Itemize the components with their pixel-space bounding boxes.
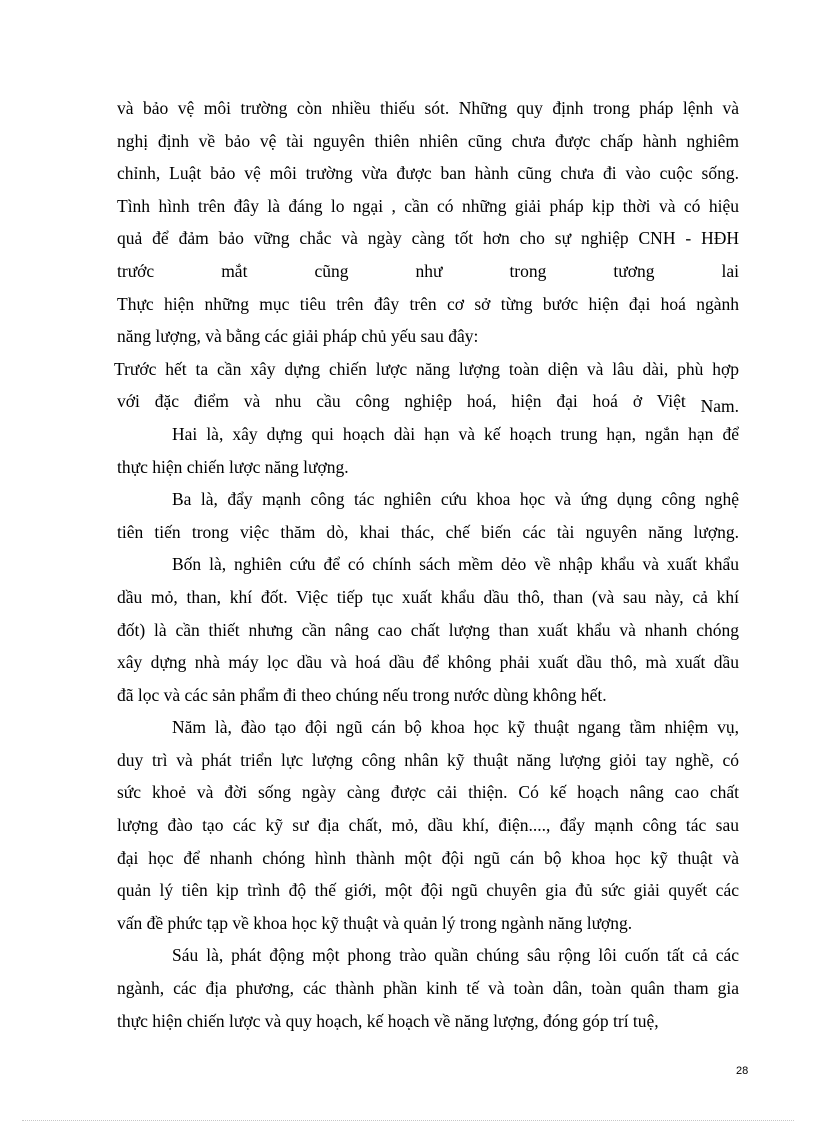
paragraph-start-line: Năm là, đào tạo đội ngũ cán bộ khoa học kỹ thuật ngang tầm nhiệm vụ, xyxy=(172,717,739,738)
text-line: quả để đảm bảo vững chắc và ngày càng tốt hơn cho sự nghiệp CNH - HĐH xyxy=(117,228,739,249)
text-line: dầu mỏ, than, khí đốt. Việc tiếp tục xuất khẩu dầu thô, than (và sau này, cả khí xyxy=(117,586,739,607)
text-line: thực hiện chiến lược năng lượng. xyxy=(117,456,349,477)
text-line: xây dựng nhà máy lọc dầu và hoá dầu để không phải xuất dầu thô, mà xuất dầu xyxy=(117,652,739,673)
text-line: đại học để nhanh chóng hình thành một đội ngũ cán bộ khoa học kỹ thuật và xyxy=(117,847,739,868)
text-line: Thực hiện những mục tiêu trên đây trên cơ sở từng bước hiện đại hoá ngành xyxy=(117,293,739,314)
body-text xyxy=(114,92,740,1037)
text-line: đã lọc và các sản phẩm đi theo chúng nếu trong nước dùng không hết. xyxy=(117,684,607,705)
page-bottom-divider xyxy=(22,1120,794,1121)
text-line: Trước hết ta cần xây dựng chiến lược năng lượng toàn diện và lâu dài, phù hợp xyxy=(114,358,739,379)
text-line: lượng đào tạo các kỹ sư địa chất, mỏ, dầu khí, điện...., đẩy mạnh công tác sau xyxy=(117,815,739,836)
text-line: năng lượng, và bằng các giải pháp chủ yếu sau đây: xyxy=(117,326,479,347)
paragraph-start-line: Sáu là, phát động một phong trào quần chúng sâu rộng lôi cuốn tất cả các xyxy=(172,945,739,966)
paragraph-start-line: Hai là, xây dựng qui hoạch dài hạn và kế hoạch trung hạn, ngắn hạn để xyxy=(172,423,739,444)
text-line: và bảo vệ môi trường còn nhiều thiếu sót. Những quy định trong pháp lệnh và xyxy=(117,98,739,118)
text-line: vấn đề phức tạp về khoa học kỹ thuật và quản lý trong ngành năng lượng. xyxy=(117,912,633,933)
text-line: sức khoẻ và đời sống ngày càng được cải thiện. Có kế hoạch nâng cao chất xyxy=(117,782,739,803)
text-line: ngành, các địa phương, các thành phần kinh tế và toàn dân, toàn quân tham gia xyxy=(117,978,739,999)
text-line: đốt) là cần thiết nhưng cần nâng cao chất lượng than xuất khẩu và nhanh chóng xyxy=(117,619,739,640)
text-line-main: với đặc điểm và nhu cầu công nghiệp hoá, hiện đại hoá ở Việt xyxy=(117,391,686,412)
text-line: Tình hình trên đây là đáng lo ngại , cần có những giải pháp kịp thời và có hiệu xyxy=(117,195,739,216)
paragraph-start-line: Ba là, đẩy mạnh công tác nghiên cứu khoa học và ứng dụng công nghệ xyxy=(172,489,739,510)
text-line: thực hiện chiến lược và quy hoạch, kế hoạch về năng lượng, đóng góp trí tuệ, xyxy=(117,1010,659,1031)
text-line: duy trì và phát triển lực lượng công nhân kỹ thuật năng lượng giỏi tay nghề, có xyxy=(117,749,739,770)
paragraph-start-line: Bốn là, nghiên cứu để có chính sách mềm dẻo về nhập khẩu và xuất khẩu xyxy=(172,554,739,575)
text-line xyxy=(117,385,739,418)
text-line: tiên tiến trong việc thăm dò, khai thác, chế biến các tài nguyên năng lượng. xyxy=(117,521,739,542)
text-line-end-word: Nam. xyxy=(700,396,740,417)
page-number: 28 xyxy=(736,1065,749,1077)
text-line: nghị định về bảo vệ tài nguyên thiên nhiên cũng chưa được chấp hành nghiêm xyxy=(117,130,739,151)
text-line: trước mắt cũng như trong tương lai xyxy=(117,260,739,281)
text-line: chỉnh, Luật bảo vệ môi trường vừa được ban hành cũng chưa đi vào cuộc sống. xyxy=(117,163,739,184)
text-line: quản lý tiên kịp trình độ thế giới, một đội ngũ chuyên gia đủ sức giải quyết các xyxy=(117,880,739,901)
